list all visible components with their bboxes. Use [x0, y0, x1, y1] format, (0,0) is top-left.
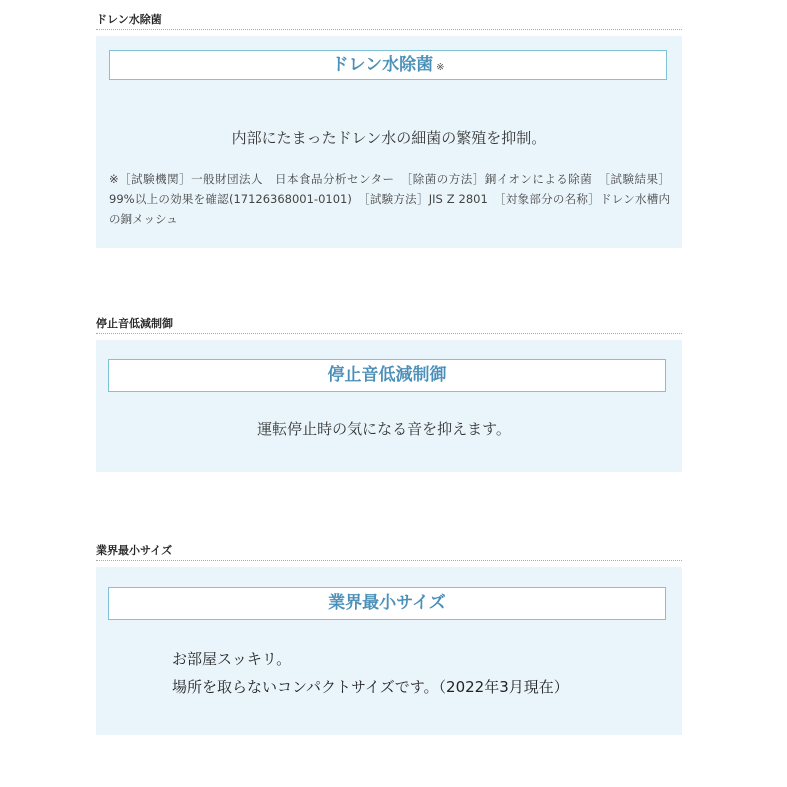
section-stop-noise-reduction	[96, 316, 682, 472]
section-heading: 業界最小サイズ	[96, 543, 682, 561]
feature-title	[109, 50, 667, 80]
feature-panel	[96, 567, 682, 735]
feature-title: 業界最小サイズ	[108, 587, 666, 620]
feature-lead: 運転停止時の気になる音を抑えます。	[257, 420, 511, 438]
feature-panel	[96, 36, 682, 248]
feature-line: 場所を取らないコンパクトサイズです。（2022年3月現在）	[172, 678, 569, 696]
section-heading: ドレン水除菌	[96, 12, 682, 30]
feature-line: お部屋スッキリ。	[172, 650, 292, 668]
feature-lead: 内部にたまったドレン水の細菌の繁殖を抑制。	[231, 129, 547, 147]
section-heading: 停止音低減制御	[96, 316, 682, 334]
section-smallest-size	[96, 543, 682, 735]
feature-panel	[96, 340, 682, 472]
feature-title: 停止音低減制御	[108, 359, 666, 392]
feature-footnote: ※［試験機関］一般財団法人 日本食品分析センター ［除菌の方法］銅イオンによる除菌 ［試験結果］99%以上の効果を確認(17126368001-0101) ［試験方法］JIS Z 2801 ［対象部分の名称］ドレン水槽内の銅メッシュ	[109, 172, 670, 226]
feature-title-text: ドレン水除菌	[331, 55, 434, 75]
feature-lines	[172, 645, 569, 701]
section-drain-sterilization	[96, 12, 682, 248]
footnote-mark: ※	[436, 62, 445, 73]
